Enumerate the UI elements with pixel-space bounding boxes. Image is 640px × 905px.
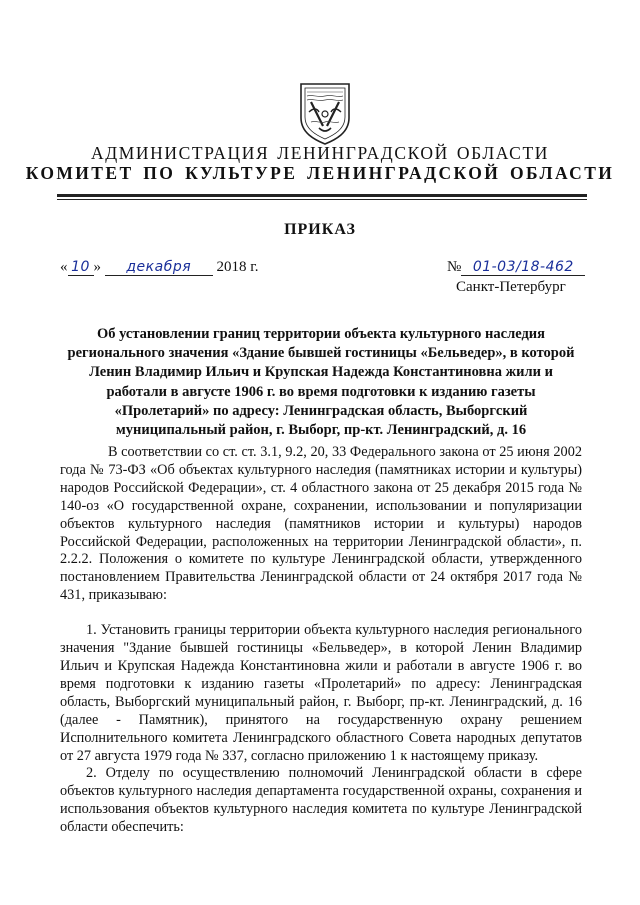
header-divider-thick: [57, 194, 587, 197]
preamble-paragraph: В соответствии со ст. ст. 3.1, 9.2, 20, 33 Федерального закона от 25 июня 2002 года № 73-ФЗ «Об объектах культурного наследия (памятниках истории и культуры) народов Российской Федерации», ст. 4 областного закона от 25 декабря 2015 года № 140-оз «О государственной охране, сохранении, использовании и популяризации объектов культурного наследия (памятников истории и культуры) народов Российской Федерации, расположенных на территории Ленинградской области», п. 2.2.2. Положения о комитете по культуре Ленинградской области, утвержденного постановлением Правительства Ленинградской области от 24 октября 2017 года № 431, приказываю:: [60, 444, 582, 604]
document-body: [60, 444, 582, 837]
document-type-heading: ПРИКАЗ: [284, 221, 356, 238]
date-month-handwritten: декабря: [105, 259, 213, 276]
item-2-paragraph: 2. Отделу по осуществлению полномочий Ленинградской области в сфере объектов культурного наследия департамента государственной охраны, сохранения и использования объектов культурного наследия комитета по культуре Ленинградской области обеспечить:: [60, 765, 582, 836]
document-city: Санкт-Петербург: [456, 279, 566, 295]
item-1-paragraph: 1. Установить границы территории объекта культурного наследия регионального значения "Здание бывшей гостиницы «Бельведер», в которой Ленин Владимир Ильич и Крупская Надежда Константиновна жили и работали в августе 1906 г. во время подготовки к изданию газеты «Пролетарий» по адресу: Ленинградская область, Выборгский муниципальный район, г. Выборг, пр-кт. Ленинградский, д. 16 (далее - Памятник), принятого на государственную охрану решением Исполнительного комитета Ленинградского областного Совета народных депутатов от 27 августа 1979 года № 337, согласно приложению 1 к настоящему приказу.: [60, 622, 582, 764]
number-sign: №: [447, 259, 462, 275]
number-handwritten: 01-03/18-462: [461, 259, 585, 276]
organization-name: АДМИНИСТРАЦИЯ ЛЕНИНГРАДСКОЙ ОБЛАСТИ: [91, 143, 549, 163]
date-day-handwritten: 10: [68, 259, 94, 276]
committee-name: КОМИТЕТ ПО КУЛЬТУРЕ ЛЕНИНГРАДСКОЙ ОБЛАСТИ: [25, 163, 615, 183]
document-number: [447, 259, 585, 276]
header-divider-thin: [57, 199, 587, 200]
coat-of-arms-emblem: [297, 78, 353, 146]
document-title: Об установлении границ территории объекта культурного наследия регионального значения «Здание бывшей гостиницы «Бельведер», в которой Ленин Владимир Ильич и Крупская Надежда Константиновна жили и работали в августе 1906 г. во время подготовки к изданию газеты «Пролетарий» по адресу: Ленинградская область, Выборгский муниципальный район, г. Выборг, пр-кт. Ленинградский, д. 16: [67, 326, 575, 439]
document-date: « 10 » декабря 2018 г.: [60, 259, 259, 275]
date-year: 2018 г.: [216, 259, 259, 275]
